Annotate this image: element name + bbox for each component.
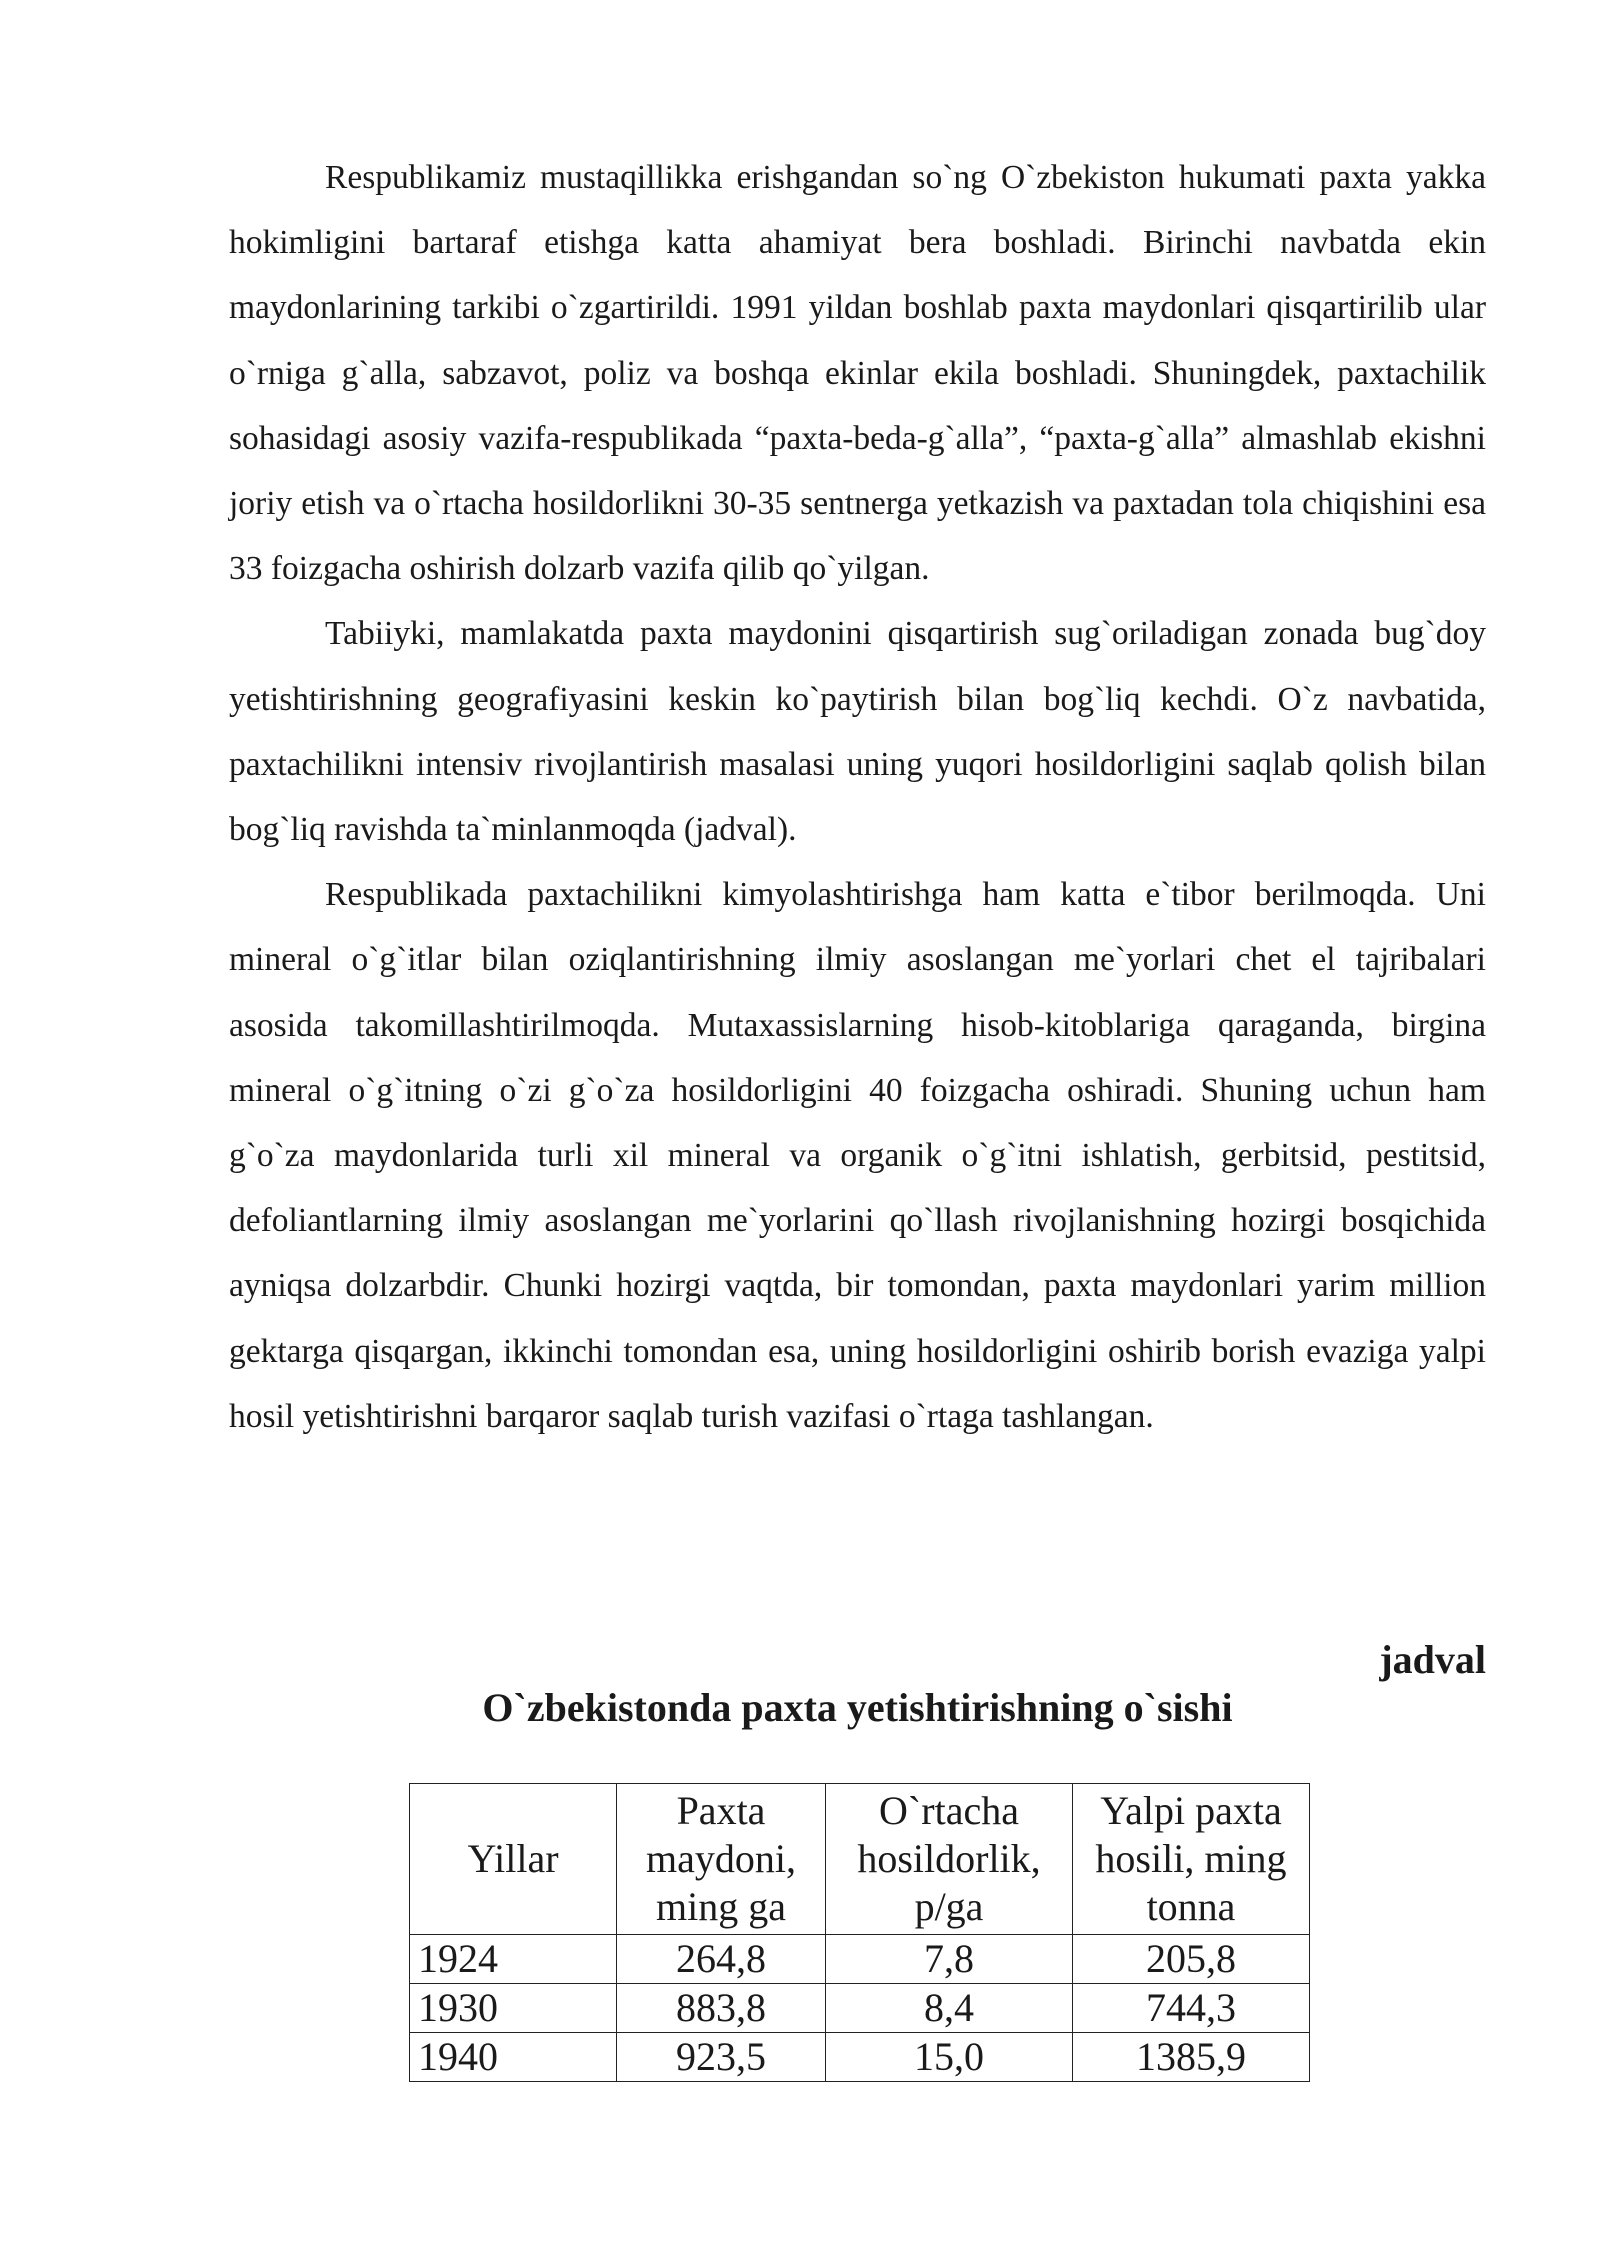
paragraph-2: Tabiiyki, mamlakatda paxta maydonini qisqartirish sug`oriladigan zonada bug`doy yetishtirishning geografiyasini keskin ko`paytirish bilan bog`liq kechdi. O`z navbatida, paxtachilikni intensiv rivojlantirish masalasi uning yuqori hosildorligini saqlab qolish bilan bog`liq ravishda ta`minlanmoqda (jadval).: [229, 615, 1486, 849]
cell-year: 1930: [410, 1984, 617, 2033]
table-header-row: [410, 1784, 1310, 1935]
cell-area: 883,8: [617, 1984, 826, 2033]
table-row: [410, 2033, 1310, 2082]
body-text: [229, 145, 1486, 1449]
table-row: [410, 1935, 1310, 1984]
table-title: O`zbekistonda paxta yetishtirishning o`sishi: [482, 1685, 1233, 1730]
paragraph-1: Respublikamiz mustaqillikka erishgandan so`ng O`zbekiston hukumati paxta yakka hokimligini bartaraf etishga katta ahamiyat bera boshladi. Birinchi navbatda ekin maydonlarining tarkibi o`zgartirildi. 1991 yildan boshlab paxta maydonlari qisqartirilib ular o`rniga g`alla, sabzavot, poliz va boshqa ekinlar ekila boshladi. Shuningdek, paxtachilik sohasidagi asosiy vazifa-respublikada “paxta-beda-g`alla”, “paxta-g`alla” almashlab ekishni joriy etish va o`rtacha hosildorlikni 30-35 sentnerga yetkazish va paxtadan tola chiqishini esa 33 foizgacha oshirish dolzarb vazifa qilib qo`yilgan.: [229, 159, 1486, 588]
cell-total: 744,3: [1073, 1984, 1310, 2033]
cell-year: 1940: [410, 2033, 617, 2082]
cell-total: 205,8: [1073, 1935, 1310, 1984]
paragraph-3: Respublikada paxtachilikni kimyolashtirishga ham katta e`tibor berilmoqda. Uni mineral o`g`itlar bilan oziqlantirishning ilmiy asoslangan me`yorlari chet el tajribalari asosida takomillashtirilmoqda. Mutaxassislarning hisob-kitoblariga qaraganda, birgina mineral o`g`itning o`zi g`o`za hosildorligini 40 foizgacha oshiradi. Shuning uchun ham g`o`za maydonlarida turli xil mineral va organik o`g`itni ishlatish, gerbitsid, pestitsid, defoliantlarning ilmiy asoslangan me`yorlarini qo`llash rivojlanishning hozirgi bosqichida ayniqsa dolzarbdir. Chunki hozirgi vaqtda, bir tomondan, paxta maydonlari yarim million gektarga qisqargan, ikkinchi tomondan esa, uning hosildorligini oshirib borish evaziga yalpi hosil yetishtirishni barqaror saqlab turish vazifasi o`rtaga tashlangan.: [229, 876, 1486, 1435]
header-years: Yillar: [410, 1784, 617, 1935]
cell-total: 1385,9: [1073, 2033, 1310, 2082]
cell-yield: 8,4: [826, 1984, 1073, 2033]
cell-area: 923,5: [617, 2033, 826, 2082]
cell-year: 1924: [410, 1935, 617, 1984]
table-row: [410, 1984, 1310, 2033]
cell-yield: 15,0: [826, 2033, 1073, 2082]
cell-area: 264,8: [617, 1935, 826, 1984]
data-table: [409, 1783, 1310, 2082]
table-label: jadval: [1379, 1637, 1486, 1682]
header-yield: O`rtacha hosildorlik, p/ga: [826, 1784, 1073, 1935]
header-area: Paxta maydoni, ming ga: [617, 1784, 826, 1935]
cell-yield: 7,8: [826, 1935, 1073, 1984]
header-total: Yalpi paxta hosili, ming tonna: [1073, 1784, 1310, 1935]
